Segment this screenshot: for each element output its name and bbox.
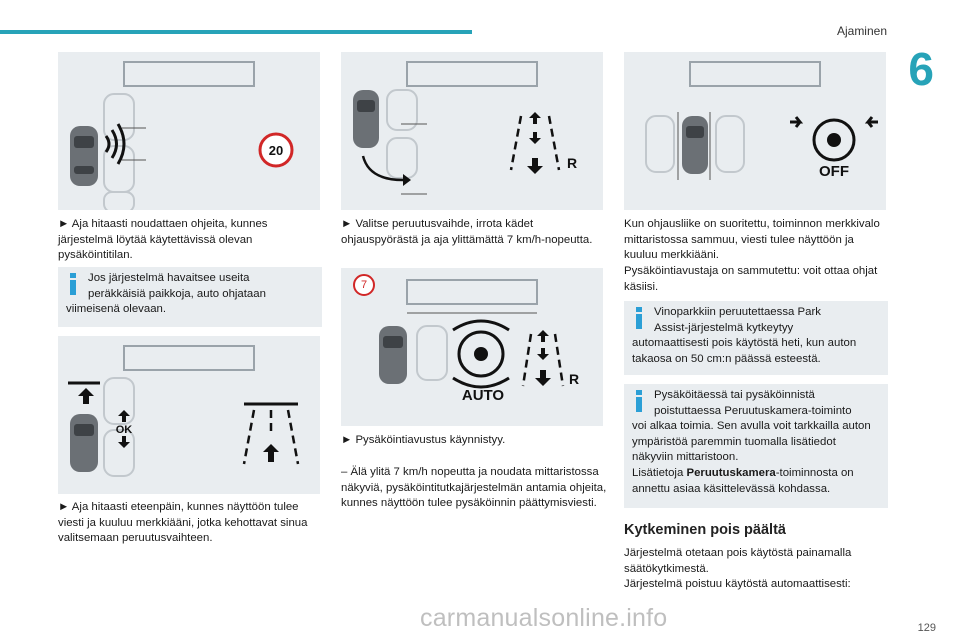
col1-paragraph-1: ► Aja hitaasti noudattaen ohjeita, kunnes järjestelmä löytää käytettävissä olevan pysäköintitilan.	[58, 218, 268, 262]
speed-sign-20: 20	[268, 143, 284, 158]
illustration-steering-off	[624, 52, 886, 210]
info-icon	[632, 307, 646, 329]
page-number: 129	[917, 622, 936, 634]
info-icon	[66, 273, 80, 295]
col1-paragraph-2: ► Aja hitaasti eteenpäin, kunnes näyttöön tulee viesti ja kuuluu merkkiääni, jotka kehottavat sinua valitsemaan peruutusvaihteen.	[58, 501, 308, 545]
col3-info-box-1: Vinoparkkiin peruutettaessa Park Assist-järjestelmä kytkeytyy automaattisesti pois käytöstä heti, kun auton takaosa on 50 cm:n päässä esteestä.	[624, 301, 888, 375]
col2-paragraph-3: – Älä ylitä 7 km/h nopeutta ja noudata mittaristossa näkyviä, pysäköintitutkajärjestelmän antamia ohjeita, kunnes näyttöön tulee pysäköinnin päättymisviesti.	[341, 466, 607, 510]
ok-label: OK	[115, 424, 133, 436]
col3-paragraph-1: Kun ohjausliike on suoritettu, toiminnon merkkivalo mittaristossa sammuu, viesti tulee näyttöön ja kuuluu merkkiääni.	[624, 218, 880, 262]
col3-info-box-2: Pysäköitäessä tai pysäköinnistä poistuttaessa Peruutuskamera-toiminto voi alkaa toimia. Sen avulla voit tarkkailla auton ympäristöä paremmin tuomalla lisätiedot näkyviin mittaristoon. Lisätietoja Peruutuskamera-toiminnosta on annettu asiaa käsittelevässä kohdassa.	[624, 384, 888, 508]
col2-paragraph-2: ► Pysäköintiavustus käynnistyy.	[341, 434, 506, 446]
illustration-parking-search	[58, 52, 320, 210]
camera-reference: Lisätietoja Peruutuskamera-toiminnosta on annettu asiaa käsittelevässä kohdassa.	[632, 466, 854, 495]
section-heading: Kytkeminen pois päältä	[624, 522, 786, 538]
chapter-number: 6	[908, 43, 934, 95]
col3-paragraph-3: Järjestelmä otetaan pois käytöstä painamalla säätökytkimestä.	[624, 547, 852, 575]
speed-sign-7: 7	[353, 274, 375, 296]
illustration-auto-steering	[341, 268, 603, 426]
gear-r-label: R	[567, 155, 578, 171]
illustration-forward-ok	[58, 336, 320, 494]
info-icon	[632, 390, 646, 412]
section-title: Ajaminen	[836, 24, 887, 38]
header-accent-bar	[0, 30, 472, 34]
col3-paragraph-2: Pysäköintiavustaja on sammutettu: voit ottaa ohjat käsiisi.	[624, 265, 878, 293]
watermark: carmanualsonline.info	[420, 604, 668, 632]
auto-label: AUTO	[461, 387, 505, 404]
gear-r-label-2: R	[569, 371, 580, 387]
col1-info-box: Jos järjestelmä havaitsee useita peräkkäisiä paikkoja, auto ohjataan viimeisenä olevaan.	[58, 267, 322, 327]
off-label: OFF	[819, 163, 849, 180]
col2-paragraph-1: ► Valitse peruutusvaihde, irrota kädet ohjauspyörästä ja aja ylittämättä 7 km/h-nopeutta.	[341, 218, 593, 246]
col3-paragraph-4: Järjestelmä poistuu käytöstä automaattisesti:	[624, 578, 851, 590]
illustration-reverse-gear	[341, 52, 603, 210]
